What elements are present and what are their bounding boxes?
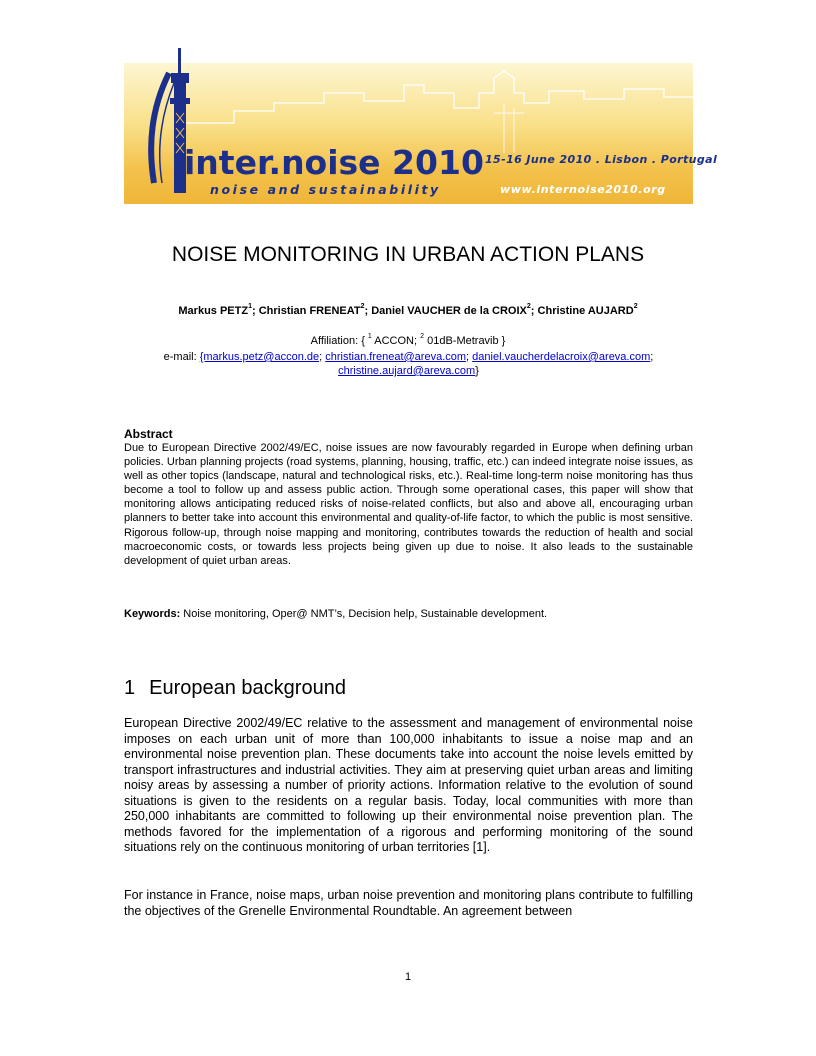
author-separator: ; <box>364 305 372 317</box>
section-title: European background <box>149 677 346 699</box>
author-name: Daniel VAUCHER de la CROIX <box>371 305 527 317</box>
keywords-label: Keywords: <box>124 608 181 620</box>
tower-logo-icon <box>124 43 204 213</box>
section-number: 1 <box>124 677 136 699</box>
banner-date-location: 15-16 June 2010 . Lisbon . Portugal <box>485 153 718 166</box>
keywords-text: Noise monitoring, Oper@ NMT’s, Decision help, Sustainable development. <box>180 608 548 620</box>
email-suffix: } <box>475 365 479 377</box>
author-affiliation-mark: 1 <box>248 303 252 310</box>
email-prefix: e-mail: <box>163 351 200 363</box>
email-separator: ; <box>650 351 654 363</box>
affiliation-prefix: Affiliation: { <box>310 335 368 347</box>
banner-subtitle: noise and sustainability <box>210 182 441 197</box>
email-separator: ; <box>319 351 326 363</box>
email-line <box>124 350 693 378</box>
abstract-heading: Abstract <box>124 427 173 441</box>
keywords-line <box>124 608 693 620</box>
body-paragraph: European Directive 2002/49/EC relative to the assessment and management of environmental noise imposes on each urban unit of more than 100,000 inhabitants to issue a noise map and an environmental noise prevention plan. These documents take into account the noise levels emitted by transport infrastructures and industrial activities. They aim at preserving quiet urban areas and limiting noisy areas by assessing a number of priority actions. Information relative to the evolution of sound situations is given to the residents on a regular basis. Today, local communities with more than 250,000 inhabitants are committed to following up their environmental noise prevention plan. The methods favored for the implementation of a rigorous and performing monitoring of the sound situations rely on the continuous monitoring of urban territories [1]. <box>124 716 693 854</box>
affiliation-org-2: 01dB-Metravib } <box>424 335 506 347</box>
email-separator: ; <box>466 351 473 363</box>
email-link[interactable]: christian.freneat@areva.com <box>325 351 467 363</box>
section-heading <box>124 677 346 700</box>
author-name: Christine AUJARD <box>537 305 634 317</box>
affiliation-org-1: ACCON; <box>371 335 421 347</box>
banner-title: inter.noise 2010 <box>184 143 484 182</box>
author-list <box>0 305 816 317</box>
affiliation-line <box>0 335 816 347</box>
conference-banner <box>124 63 718 204</box>
email-link[interactable]: daniel.vaucherdelacroix@areva.com <box>472 351 651 363</box>
paper-title: NOISE MONITORING IN URBAN ACTION PLANS <box>171 243 645 266</box>
banner-url: www.internoise2010.org <box>500 183 666 196</box>
author-name: Markus PETZ <box>178 305 249 317</box>
author-separator: ; <box>530 305 538 317</box>
author-affiliation-mark: 2 <box>526 303 531 310</box>
author-separator: ; <box>251 305 259 317</box>
author-name: Christian FRENEAT <box>258 305 361 317</box>
page-number: 1 <box>404 971 412 983</box>
affiliation-mark-1: 1 <box>367 333 372 340</box>
author-affiliation-mark: 2 <box>633 303 638 310</box>
email-link[interactable]: {markus.petz@accon.de <box>199 351 320 363</box>
email-link[interactable]: christine.aujard@areva.com <box>338 365 476 377</box>
body-paragraph: For instance in France, noise maps, urban noise prevention and monitoring plans contribute to fulfilling the objectives of the Grenelle Environmental Roundtable. An agreement between <box>124 888 693 918</box>
affiliation-mark-2: 2 <box>420 333 425 340</box>
abstract-text: Due to European Directive 2002/49/EC, noise issues are now favourably regarded in Europe when defining urban policies. Urban planning projects (road systems, planning, housing, traffic, etc.) can indeed integrate noise issues, as well as other topics (landscape, natural and technological risks, etc.). Real-time long-term noise monitoring has thus become a tool to follow up and assess public action. Through some operational cases, this paper will show that monitoring allows anticipating reduced risks of noise-related conflicts, but also and above all, encouraging urban planners to better take into account this environmental and quality-of-life factor, to which the public is most sensitive. Rigorous follow-up, through noise mapping and monitoring, contributes towards the reduction of health and social macroeconomic costs, or towards less projects being given up due to noise. It also leads to the sustainable development of quiet urban areas. <box>124 442 693 567</box>
author-affiliation-mark: 2 <box>360 303 365 310</box>
